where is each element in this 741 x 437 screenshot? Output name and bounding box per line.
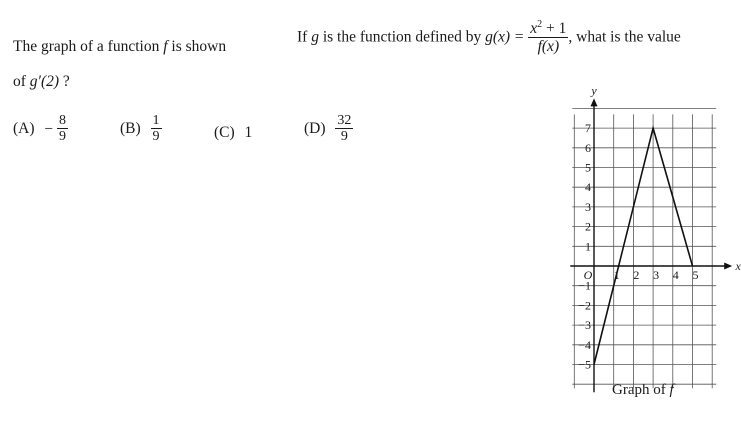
choice-d-label: (D) bbox=[304, 120, 326, 138]
choice-d[interactable] bbox=[304, 113, 353, 145]
def-suffix: , what is the value bbox=[568, 28, 681, 46]
def-prefix: If bbox=[297, 28, 308, 46]
y-tick-label: 4 bbox=[585, 180, 591, 195]
choice-a[interactable] bbox=[13, 113, 68, 145]
choice-b-fraction: $\frac{1}{9}$ bbox=[152, 113, 160, 145]
intro-text: The graph of a function bbox=[13, 38, 160, 55]
def-var: g bbox=[311, 28, 319, 46]
choice-a-sign: − bbox=[44, 120, 54, 138]
def-mid: is the function defined by bbox=[322, 28, 482, 46]
y-tick-label: −3 bbox=[578, 318, 591, 333]
x-tick-label: 5 bbox=[692, 268, 699, 282]
caption-var: f bbox=[669, 382, 674, 398]
function-graph bbox=[556, 83, 741, 405]
graph-caption bbox=[612, 382, 674, 399]
question-definition bbox=[297, 19, 681, 56]
x-tick-label: 3 bbox=[653, 268, 660, 282]
line2-prefix: of bbox=[13, 73, 26, 90]
y-tick-label: 7 bbox=[585, 121, 591, 136]
line2-expr: g′(2) bbox=[29, 73, 60, 90]
choice-b[interactable] bbox=[120, 113, 162, 145]
line2-suffix: ? bbox=[62, 73, 70, 90]
y-tick-label: 5 bbox=[585, 160, 591, 175]
y-tick-label: −1 bbox=[578, 278, 591, 293]
g-fraction-denominator: f(x) bbox=[528, 37, 568, 56]
choice-c-label: (C) bbox=[214, 124, 235, 141]
origin-label: O bbox=[583, 268, 593, 282]
x-tick-label: 1 bbox=[613, 268, 620, 282]
y-axis-label: y bbox=[591, 83, 597, 98]
intro-var: f bbox=[163, 38, 168, 55]
y-tick-label: 2 bbox=[585, 219, 591, 234]
y-axis-arrow bbox=[591, 98, 598, 106]
y-tick-label: 6 bbox=[585, 140, 591, 155]
question-line2 bbox=[13, 73, 70, 91]
y-tick-label: −2 bbox=[578, 298, 591, 313]
y-tick-label: −4 bbox=[578, 337, 591, 352]
y-tick-label: 3 bbox=[585, 199, 591, 214]
caption-prefix: Graph of bbox=[612, 382, 666, 398]
intro-end: is shown bbox=[171, 38, 227, 55]
num-exp: 2 bbox=[537, 19, 543, 30]
y-tick-label: −5 bbox=[578, 357, 591, 372]
num-tail: + 1 bbox=[546, 20, 567, 38]
choice-c-value: 1 bbox=[244, 124, 253, 141]
choice-d-fraction: $\frac{32}{9}$ bbox=[337, 113, 352, 145]
x-axis-arrow bbox=[724, 263, 732, 270]
question-intro bbox=[13, 38, 226, 56]
choice-a-label: (A) bbox=[13, 120, 35, 138]
num-base: x bbox=[530, 20, 538, 38]
x-tick-label: 4 bbox=[672, 268, 679, 282]
choice-a-fraction: $\frac{8}{9}$ bbox=[59, 113, 67, 145]
g-fraction-numerator bbox=[528, 19, 568, 37]
x-tick-label: 2 bbox=[633, 268, 640, 282]
choice-b-label: (B) bbox=[120, 120, 141, 138]
y-tick-label: 1 bbox=[585, 239, 591, 254]
choice-c[interactable] bbox=[214, 124, 252, 142]
def-lhs: g(x) = bbox=[485, 28, 525, 46]
g-fraction bbox=[528, 19, 568, 56]
x-axis-label: x bbox=[735, 259, 741, 273]
